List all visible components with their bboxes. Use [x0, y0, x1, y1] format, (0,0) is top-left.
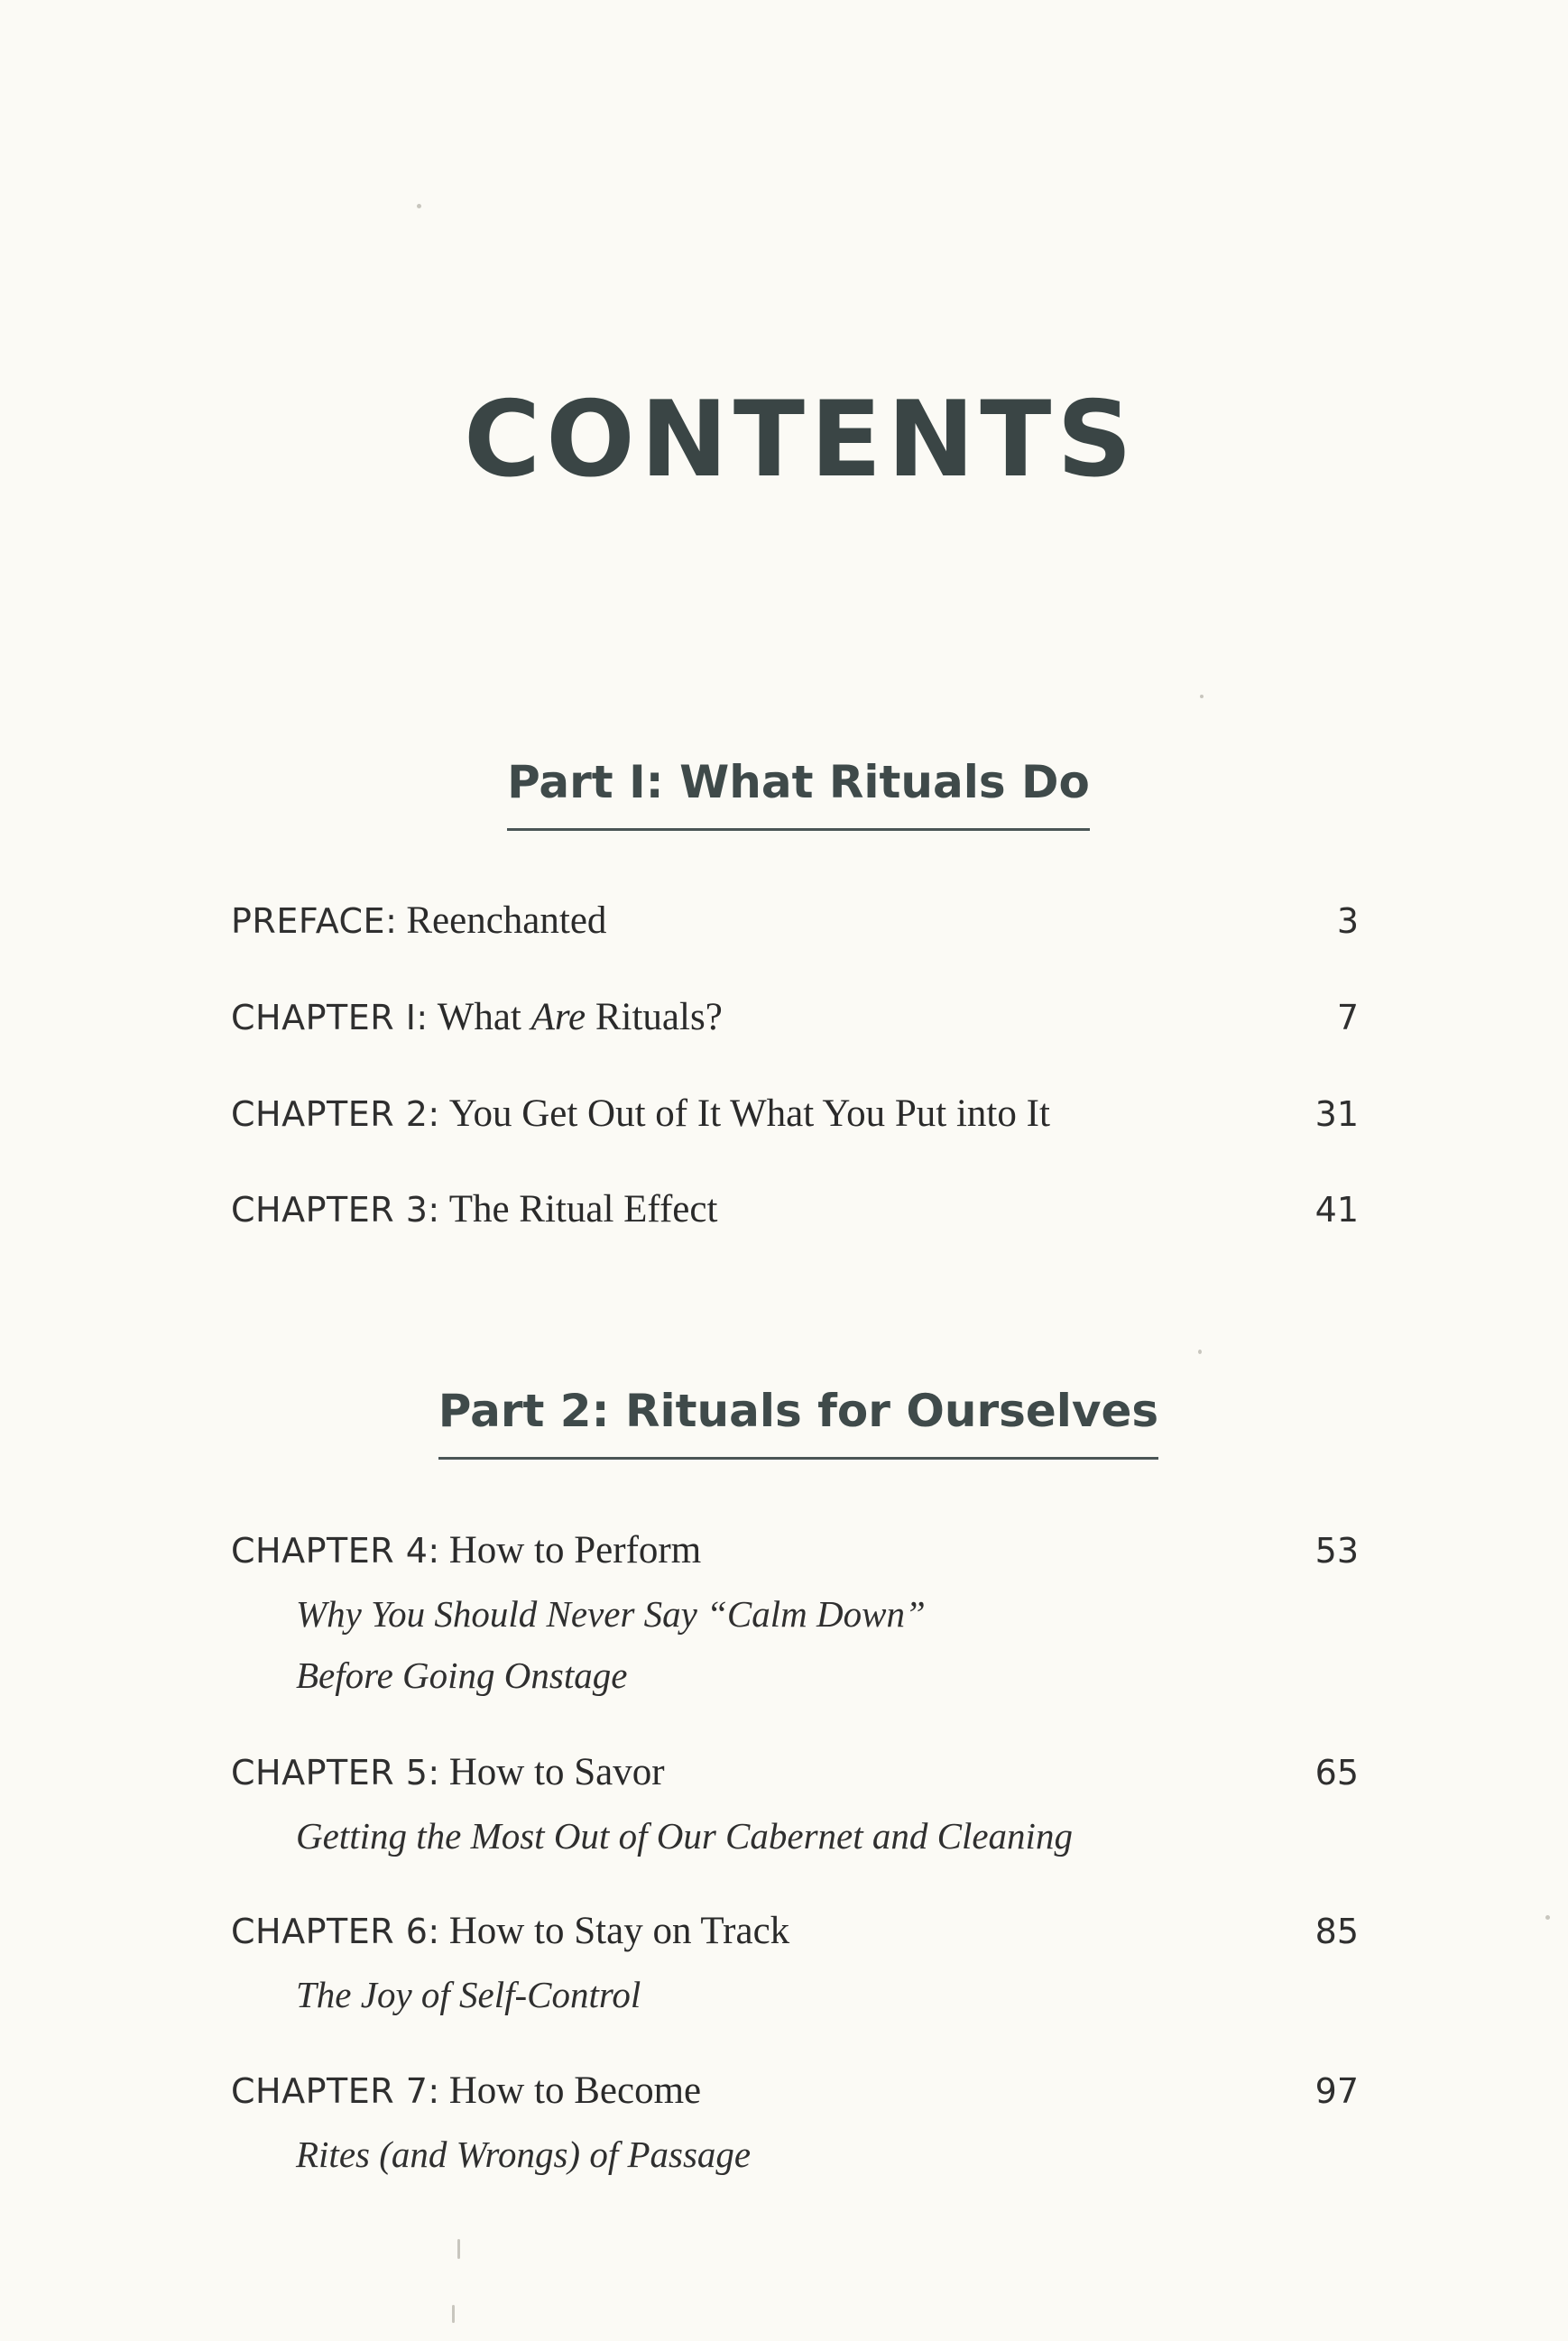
entry-title: How to Become [448, 2069, 702, 2112]
toc-entry-chapter-4 [231, 1528, 1359, 1697]
entry-subtitle: Getting the Most Out of Our Cabernet and Cleaning [296, 1815, 1073, 1857]
entry-label: CHAPTER 4: [231, 1531, 440, 1571]
page-number: 7 [1336, 998, 1359, 1037]
entry-title: Reenchanted [406, 899, 607, 942]
page-number: 41 [1314, 1190, 1359, 1230]
toc-entry-chapter-6 [231, 1909, 1359, 2016]
part-heading-text: Part 2: Rituals for Ourselves [438, 1385, 1158, 1460]
scan-speck [1198, 1350, 1202, 1354]
toc-entry-chapter-1 [231, 995, 1359, 1039]
page-number: 85 [1314, 1912, 1359, 1951]
page-title: CONTENTS [464, 379, 1138, 501]
entry-title: How to Savor [448, 1751, 665, 1793]
page-number: 31 [1314, 1094, 1359, 1134]
entry-title: What Are Rituals? [437, 996, 723, 1038]
entry-label: PREFACE: [231, 901, 398, 941]
entry-title: The Ritual Effect [448, 1188, 718, 1230]
scan-speck [457, 2239, 460, 2259]
entry-label: CHAPTER 3: [231, 1190, 440, 1230]
entry-subtitle: The Joy of Self-Control [296, 1974, 641, 2015]
entry-subtitle: Why You Should Never Say “Calm Down” [296, 1593, 926, 1635]
entry-title: You Get Out of It What You Put into It [448, 1092, 1050, 1135]
page-number: 3 [1336, 901, 1359, 941]
scan-speck [452, 2305, 455, 2323]
entry-label: CHAPTER I: [231, 998, 429, 1037]
scan-speck [417, 204, 421, 208]
entry-label: CHAPTER 7: [231, 2071, 440, 2111]
part-heading [0, 756, 1568, 831]
scan-speck [1545, 1915, 1550, 1920]
toc-entry-chapter-7 [231, 2069, 1359, 2176]
entry-label: CHAPTER 2: [231, 1094, 440, 1134]
entry-label: CHAPTER 6: [231, 1912, 440, 1951]
part-heading-text: Part I: What Rituals Do [507, 756, 1090, 831]
scan-speck [1200, 695, 1204, 698]
entry-title: How to Stay on Track [448, 1910, 790, 1952]
page-number: 53 [1314, 1531, 1359, 1571]
part-heading [0, 1385, 1568, 1460]
entry-subtitle: Rites (and Wrongs) of Passage [296, 2134, 752, 2175]
toc-entry-chapter-5 [231, 1750, 1359, 1857]
page-number: 97 [1314, 2071, 1359, 2111]
entry-subtitle: Before Going Onstage [296, 1654, 628, 1696]
toc-entry-chapter-3 [231, 1187, 1359, 1231]
toc-entry-preface [231, 899, 1359, 943]
toc-entry-chapter-2 [231, 1092, 1359, 1136]
page-number: 65 [1314, 1753, 1359, 1793]
entry-label: CHAPTER 5: [231, 1753, 440, 1793]
entry-title: How to Perform [448, 1529, 702, 1571]
